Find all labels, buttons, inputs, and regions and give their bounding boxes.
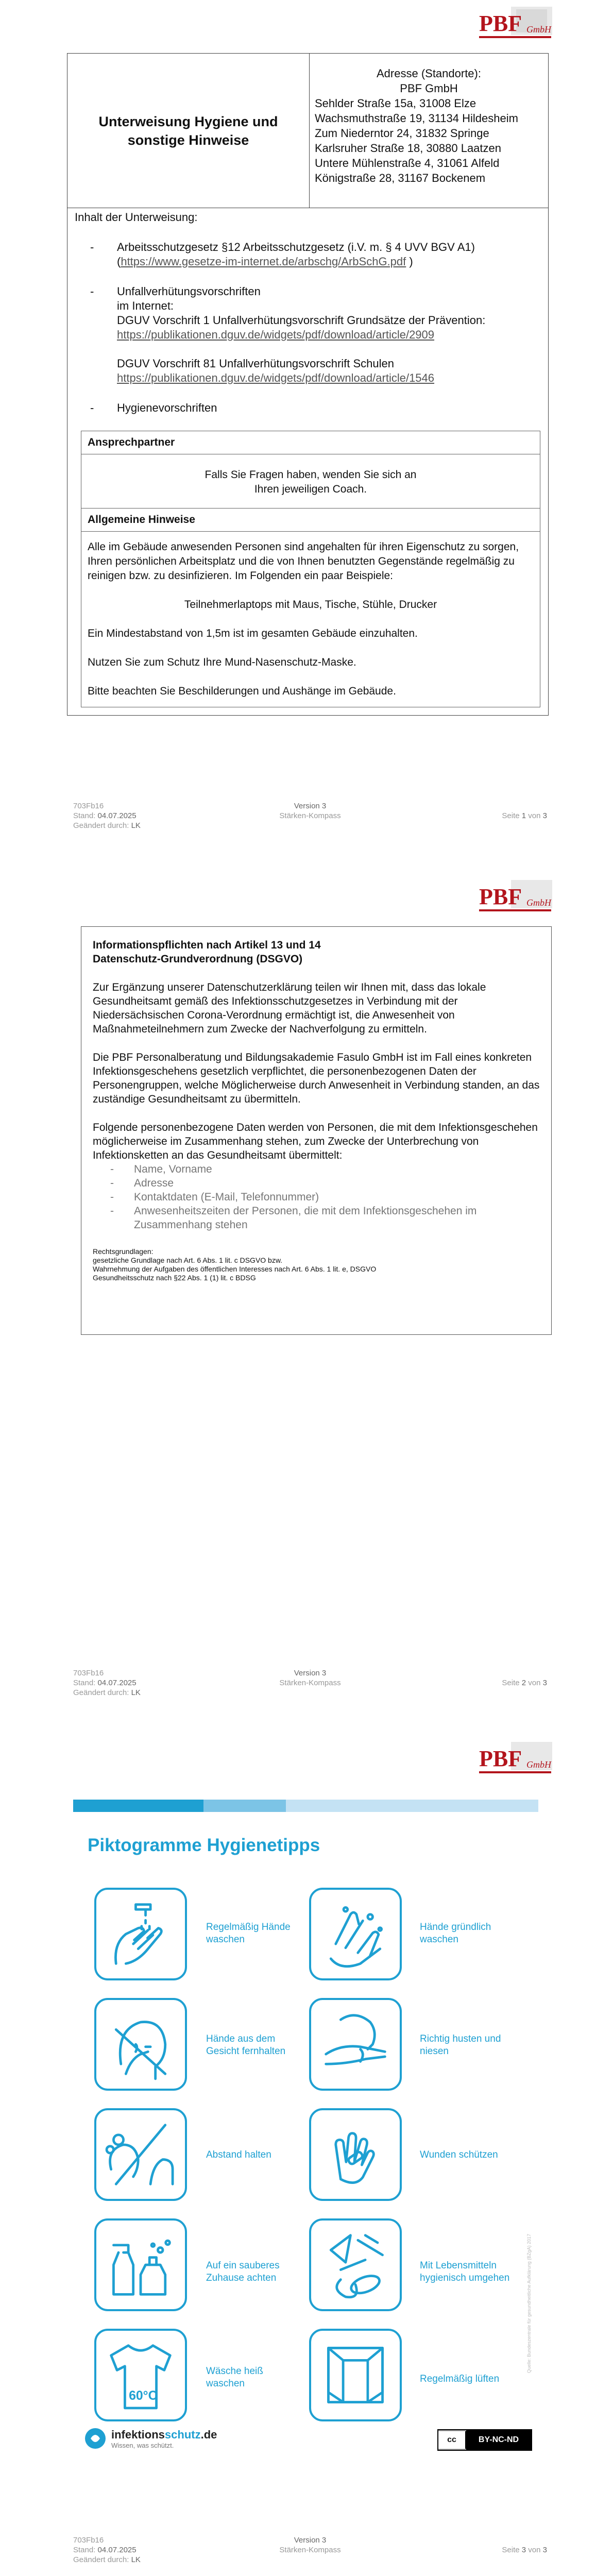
data-list bbox=[110, 1162, 540, 1232]
svg-text:GmbH: GmbH bbox=[526, 1759, 551, 1770]
tip-label: Abstand halten bbox=[206, 2149, 271, 2160]
tip-label: Richtig husten und niesen bbox=[420, 2033, 501, 2057]
topic-item: - Arbeitsschutzgesetz §12 Arbeitsschutzgesetz (i.V. m. § 4 UVV BGV A1) (https://www.gesetze-im-internet.de/arbschg/ArbSchG.pdf ) bbox=[90, 241, 475, 268]
tip-label: Auf ein sauberes Zuhause achten bbox=[206, 2260, 280, 2283]
dsgvo-info-box: Informationspflichten nach Artikel 13 und 14 Datenschutz-Grundverordnung (DSGVO) Zur Ergänzung unserer Datenschutzerklärung teilen wir Ihnen mit, dass das lokale Gesundheitsamt gemäß des Infektionsschutzgesetzes in Verbindung mit der Niedersächsischen Corona-Verordnung ermächtigt ist, die Anwesenheit von Maßnahmeteilnehmern zum Zwecke der Nachverfolgung zu ermitteln. Die PBF Personalberatung und Bildungsakademie Fasulo GmbH ist im Fall eines konkreten Infektionsgeschehens gesetzlich verpflichtet, die personenbezogenen Daten der Personengruppen, welche Möglicherweise durch Anwesenheit in Verbindung standen, an das zuständige Gesundheitsamt zu übermitteln. Folgende personenbezogene Daten werden von Personen, die mit dem Infektionsgeschehen möglicherweise im Zusammenhang stehen, zum Zwecke der Unterbrechung von Infektionsketten an das Gesundheitsamt übermittelt: - Name, Vorname - Adresse - Kontaktdaten (E-Mail, Telefonnummer) - Anwesenheitszeiten der Personen, die mit dem Infektionsgeschehen im Zusammenhang stehen Rechtsgrundlagen: gesetzliche Grundlage nach Art. 6 Abs. 1 lit. c DSGVO bzw. Wahrnehmung der Aufgaben des öffentlichen Interesses nach Art. 6 Abs. 1 lit. e, DSGVO Gesundheitsschutz nach §22 Abs. 1 (1) lit. c BDSG bbox=[81, 926, 552, 1335]
source-note: Quelle: Bundeszentrale für gesundheitliche Aufklärung (BZgA) 2017 bbox=[526, 2233, 532, 2373]
cough-into-elbow-icon bbox=[309, 1998, 402, 2091]
svg-text:60°C: 60°C bbox=[129, 2388, 158, 2403]
svg-text:PBF: PBF bbox=[479, 11, 522, 36]
contact-box: Ansprechpartner Falls Sie Fragen haben, wenden Sie sich an Ihren jeweiligen Coach. bbox=[81, 431, 540, 509]
list-item: - Anwesenheitszeiten der Personen, die mit dem Infektionsgeschehen im Zusammenhang stehen bbox=[110, 1205, 477, 1231]
contact-heading: Ansprechpartner bbox=[81, 431, 540, 454]
clean-home-icon bbox=[94, 2218, 187, 2311]
instruction-table bbox=[67, 53, 549, 716]
infektionsschutz-logo[interactable]: infektionsschutz.de Wissen, was schützt. bbox=[83, 2427, 217, 2450]
svg-text:GmbH: GmbH bbox=[526, 897, 551, 908]
hot-laundry-icon bbox=[94, 2329, 187, 2421]
general-heading: Allgemeine Hinweise bbox=[81, 509, 540, 532]
topic-item: - Unfallverhütungsvorschriften im Internet: DGUV Vorschrift 1 Unfallverhütungsvorschrift Grundsätze der Prävention: https://publikationen.dguv.de/widgets/pdf/download/article/2909 DGUV Vorschrift 81 Unfallverhütungsvorschrift Schulen https://publikationen.dguv.de/widgets/pdf/download/article/1546 bbox=[90, 284, 541, 385]
legal-basis: Rechtsgrundlagen: gesetzliche Grundlage nach Art. 6 Abs. 1 lit. c DSGVO bzw. Wahrnehmung der Aufgaben des öffentlichen Interesses nach Art. 6 Abs. 1 lit. e, DSGVO Gesundheitsschutz nach §22 Abs. 1 (1) lit. c BDSG bbox=[93, 1247, 377, 1282]
header-bar-segment bbox=[73, 1800, 203, 1812]
tip-label: Regelmäßig Hände waschen bbox=[206, 1922, 291, 1945]
cc-license-badge[interactable]: cc BY-NC-ND bbox=[437, 2429, 532, 2451]
list-item: - Kontaktdaten (E-Mail, Telefonnummer) bbox=[110, 1191, 319, 1203]
page-1: PBF GmbH Unterweisung Hygiene und sonstige Hinweise Adresse (Standorte): PBF GmbH Sehlder Straße 15a, 31008 Elze Wachsmuthstraße 19, 31134 Hildesheim Zum Niederntor 24, 31832 Springe Karlsruher Straße 18, 30880 Laatzen Untere Mühlenstraße 4, 31061 Alfeld Königstraße 28, 31167 Bockenem Inhalt der Unterweisung: - Arbeitsschutzgesetz §12 Arbeitsschutzgesetz (i.V. m. § 4 UVV BGV A1) (https://www.gesetze-im-internet.de/arbschg/ArbSchG.pdf ) - Unfallverhütungsvorschriften im Internet: DGUV Vorschrift 1 Unfallverhütungsvorschrift Grundsätze der Prävention: https://publikationen.dguv.de/widgets/pdf/download/article/2909 DGUV Vorschrift 81 Unfallverhütungsvorschrift Schulen https://publikationen.dguv.de/widgets/pdf/download/article/1546 - Hygienevorschriften Ansprechpartner Falls Sie Fragen haben, wenden Sie sich an Ihren jeweiligen Coach. Allgemeine Hinweise Alle im Gebäude anwesenden Personen sind angehalten für ihren Eigenschutz zu sorgen, Ihren persönlichen Arbeitsplatz und die von Ihnen benutzten Gegenstände regelmäßig zu reinigen bzw. zu desinfizieren. Im Folgenden ein paar Beispiele: Teilnehmerlaptops mit Maus, Tische, Stühle, Drucker Ein Mindestabstand von 1,5m ist im gesamten Gebäude einzuhalten. Nutzen Sie zum Schutz Ihre Mund-Nasenschutz-Maske. Bitte beachten Sie Beschilderungen und Aushänge im Gebäude. 703Fb16 Stand: 04.07.2025 Geändert durch: LK Version 3 Stärken-Kompass Seite 1 von 3 bbox=[0, 0, 613, 867]
header-bar-segment bbox=[203, 1800, 286, 1812]
cc-icon: cc bbox=[438, 2431, 466, 2449]
food-hygiene-icon bbox=[309, 2218, 402, 2311]
svg-text:PBF: PBF bbox=[479, 1746, 522, 1771]
arbschg-link[interactable]: https://www.gesetze-im-internet.de/arbschg/ArbSchG.pdf bbox=[121, 255, 406, 268]
hands-off-face-icon bbox=[94, 1998, 187, 2091]
pictogram-title: Piktogramme Hygienetipps bbox=[88, 1835, 320, 1855]
infektionsschutz-icon bbox=[83, 2427, 107, 2450]
pbf-logo bbox=[475, 1739, 557, 1781]
hand-wash-thorough-icon bbox=[309, 1888, 402, 1980]
hand-washing-icon bbox=[94, 1888, 187, 1980]
svg-text:PBF: PBF bbox=[479, 884, 522, 909]
topic-item: - Hygienevorschriften bbox=[90, 401, 217, 414]
pbf-logo bbox=[475, 4, 557, 45]
tip-label: Mit Lebensmitteln hygienisch umgehen bbox=[420, 2260, 510, 2283]
page-3: PBF GmbH Piktogramme Hygienetipps Regelmäßig Hände waschen Hände gründlich waschen Hände aus dem Gesicht fernhalten Richtig husten und niesen Abstand halten Wunden schützen Auf ein sauberes Zuhause achten Mit Lebensmitteln hygienisch umgehen 60°C Wäsche heiß waschen Regelmäßig lüften Quelle: Bundeszentrale für gesundheitliche Aufklärung (BZgA) 2017 infektionsschutz.de Wissen, was schützt. cc BY-NC-ND 703Fb16 Stand: 04.07.2025 Geändert durch: LK Version 3 Stärken-Kompass Seite 3 von 3 bbox=[0, 1734, 613, 2576]
keep-distance-icon bbox=[94, 2108, 187, 2201]
tip-label: Hände gründlich waschen bbox=[420, 1922, 491, 1945]
content-intro: Inhalt der Unterweisung: bbox=[75, 211, 198, 224]
pbf-logo bbox=[475, 877, 557, 919]
address-block: Adresse (Standorte): PBF GmbH Sehlder Straße 15a, 31008 Elze Wachsmuthstraße 19, 31134 Hildesheim Zum Niederntor 24, 31832 Springe Karlsruher Straße 18, 30880 Laatzen Untere Mühlenstraße 4, 31061 Alfeld Königstraße 28, 31167 Bockenem bbox=[315, 67, 518, 184]
tip-label: Wunden schützen bbox=[420, 2149, 498, 2160]
dguv-1-link[interactable]: https://publikationen.dguv.de/widgets/pdf/download/article/2909 bbox=[117, 328, 435, 341]
svg-text:GmbH: GmbH bbox=[526, 24, 551, 35]
list-item: - Name, Vorname bbox=[110, 1163, 212, 1175]
tip-label: Hände aus dem Gesicht fernhalten bbox=[206, 2033, 286, 2057]
dguv-81-link[interactable]: https://publikationen.dguv.de/widgets/pdf/download/article/1546 bbox=[117, 371, 435, 384]
tip-label: Regelmäßig lüften bbox=[420, 2374, 500, 2384]
dsgvo-heading: Informationspflichten nach Artikel 13 und 14 Datenschutz-Grundverordnung (DSGVO) bbox=[93, 939, 321, 965]
tip-label: Wäsche heiß waschen bbox=[206, 2366, 263, 2389]
header-bar-segment bbox=[286, 1800, 538, 1812]
ventilate-icon bbox=[309, 2329, 402, 2421]
list-item: - Adresse bbox=[110, 1177, 174, 1189]
document-title: Unterweisung Hygiene und sonstige Hinweise bbox=[67, 54, 310, 208]
protect-wounds-icon bbox=[309, 2108, 402, 2201]
page-2: PBF GmbH Informationspflichten nach Artikel 13 und 14 Datenschutz-Grundverordnung (DSGVO) Zur Ergänzung unserer Datenschutzerklärung teilen wir Ihnen mit, dass das lokale Gesundheitsamt gemäß des Infektionsschutzgesetzes in Verbindung mit der Niedersächsischen Corona-Verordnung ermächtigt ist, die Anwesenheit von Maßnahmeteilnehmern zum Zwecke der Nachverfolgung zu ermitteln. Die PBF Personalberatung und Bildungsakademie Fasulo GmbH ist im Fall eines konkreten Infektionsgeschehens gesetzlich verpflichtet, die personenbezogenen Daten der Personengruppen, welche Möglicherweise durch Anwesenheit in Verbindung standen, an das zuständige Gesundheitsamt zu übermitteln. Folgende personenbezogene Daten werden von Personen, die mit dem Infektionsgeschehen möglicherweise im Zusammenhang stehen, zum Zwecke der Unterbrechung von Infektionsketten an das Gesundheitsamt übermittelt: - Name, Vorname - Adresse - Kontaktdaten (E-Mail, Telefonnummer) - Anwesenheitszeiten der Personen, die mit dem Infektionsgeschehen im Zusammenhang stehen Rechtsgrundlagen: gesetzliche Grundlage nach Art. 6 Abs. 1 lit. c DSGVO bzw. Wahrnehmung der Aufgaben des öffentlichen Interesses nach Art. 6 Abs. 1 lit. e, DSGVO Gesundheitsschutz nach §22 Abs. 1 (1) lit. c BDSG 703Fb16 Stand: 04.07.2025 Geändert durch: LK Version 3 Stärken-Kompass Seite 2 von 3 bbox=[0, 867, 613, 1734]
general-notes-box: Allgemeine Hinweise Alle im Gebäude anwesenden Personen sind angehalten für ihren Eigenschutz zu sorgen, Ihren persönlichen Arbeitsplatz und die von Ihnen benutzten Gegenstände regelmäßig zu reinigen bzw. zu desinfizieren. Im Folgenden ein paar Beispiele: Teilnehmerlaptops mit Maus, Tische, Stühle, Drucker Ein Mindestabstand von 1,5m ist im gesamten Gebäude einzuhalten. Nutzen Sie zum Schutz Ihre Mund-Nasenschutz-Maske. Bitte beachten Sie Beschilderungen und Aushänge im Gebäude. bbox=[81, 509, 540, 707]
